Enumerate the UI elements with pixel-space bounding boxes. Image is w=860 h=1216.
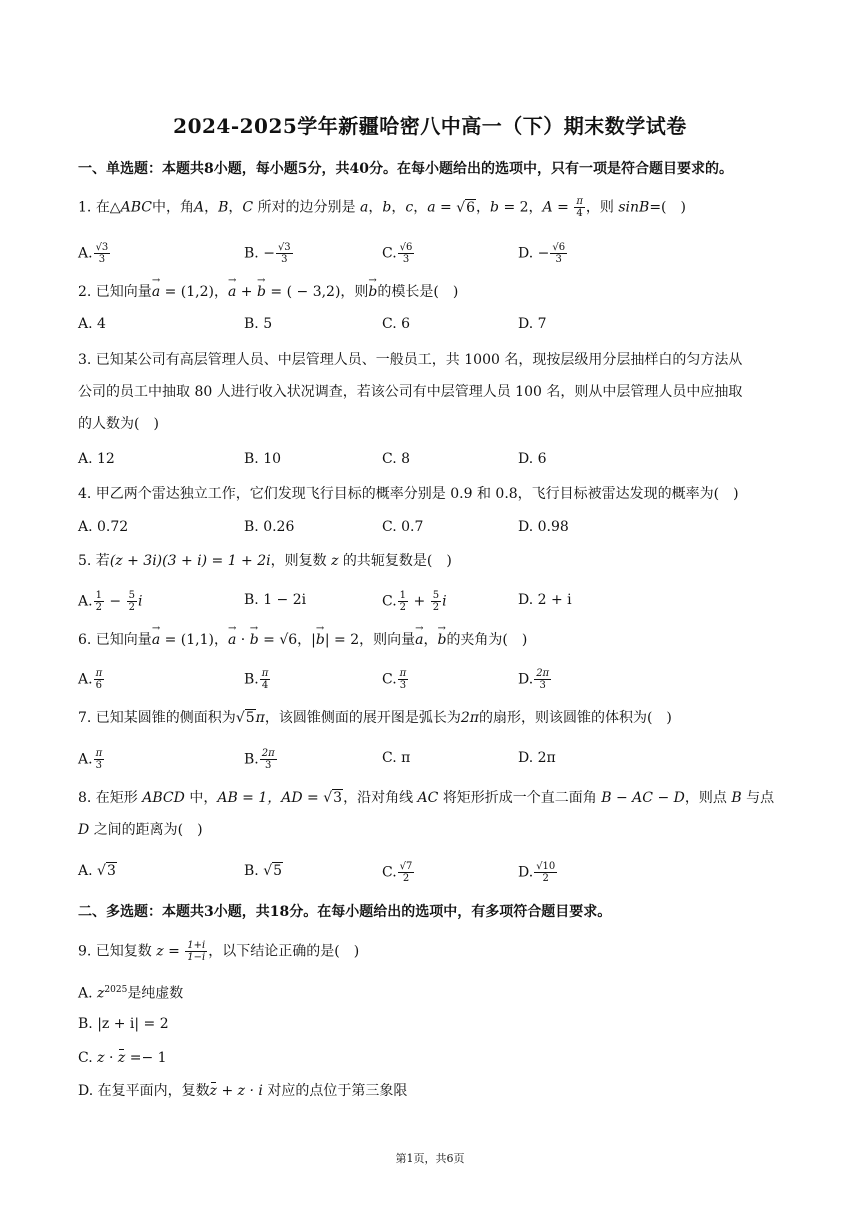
q4-option-b: B. 0.26 [244,519,295,535]
q7-option-d: D. 2π [518,750,556,766]
question-2: 2. 已知向量→ a = (1,2)，→ a + → b = ( − 3,2)，则→ b的模长是( ) [78,282,798,302]
q5-option-d: D. 2 + i [518,592,572,608]
question-8-line-1: 8. 在矩形 ABCD 中，AB = 1，AD = √3，沿对角线 AC 将矩形折成一个直二面角 B − AC − D，则点 B 与点 [78,790,775,806]
question-4: 4. 甲乙两个雷达独立工作，它们发现飞行目标的概率分别是 0.9 和 0.8，飞行目标被雷达发现的概率为( ) [78,486,739,502]
question-3-line-3: 的人数为( ) [78,416,159,432]
q9-option-a: A. $z^{2025}$是纯虚数 [78,985,184,1002]
q6-option-d: D. $\frac{2\pi}{3}$ [518,668,550,691]
q5-option-b: B. 1 − 2i [244,592,307,608]
q2-option-a: A. 4 [78,316,106,332]
page-title: 2024-2025学年新疆哈密八中高一（下）期末数学试卷 [173,114,687,138]
q8-option-d: D. $\frac{√10}{2}$ [518,861,556,884]
q1-option-d: D. − $\frac{√6}{3}$ [518,242,566,265]
q5-option-c: C. $\frac{1}{2}$ + $\frac{5}{2}$ i [382,590,447,613]
q2-option-d: D. 7 [518,316,547,332]
q9-option-b: B. |z + i| = 2 [78,1016,169,1032]
q1-option-c: C. $\frac{√6}{3}$ [382,242,413,265]
question-7: 7. 已知某圆锥的侧面积为√5π，该圆锥侧面的展开图是弧长为2π的扇形，则该圆锥的体积为( ) [78,710,672,726]
q1-option-a: A. $\frac{√3}{3}$ [78,242,109,265]
q2-option-b: B. 5 [244,316,273,332]
q4-option-a: A. 0.72 [78,519,129,535]
q4-option-c: C. 0.7 [382,519,424,535]
section-multiple-choice: 二、多选题：本题共3小题，共18分。在每小题给出的选项中，有多项符合题目要求。 [78,904,612,920]
q6-option-a: A. $\frac{\pi}{6}$ [78,668,103,691]
q7-option-c: C. π [382,750,411,766]
q8-option-a: A. √3 [78,863,116,879]
question-5: 5. 若(z + 3i)(3 + i) = 1 + 2i，则复数 z 的共轭复数是( ) [78,553,452,569]
question-9: 9. 已知复数 z = $\frac{1+i}{1-i}$ ，以下结论正确的是( ) [78,940,360,963]
question-8-line-2: D 之间的距离为( ) [78,822,203,838]
q3-option-d: D. 6 [518,451,547,467]
page-footer: 第1页，共6页 [395,1152,465,1165]
q7-option-b: B. $\frac{2\pi}{3}$ [244,748,275,771]
q4-option-d: D. 0.98 [518,519,569,535]
q6-option-c: C. $\frac{\pi}{3}$ [382,668,407,691]
q2-option-c: C. 6 [382,316,411,332]
question-1: 1. 在△ABC中，角A，B，C 所对的边分别是 a，b，c，a = √6，b = 2，A = $\frac{\pi}{4}$ ，则 sinB=( ) [78,196,686,219]
q6-option-b: B. $\frac{\pi}{4}$ [244,668,269,691]
q9-option-d: D. 在复平面内，复数z + z · i 对应的点位于第三象限 [78,1083,408,1099]
q5-option-a: A. $\frac{1}{2}$ − $\frac{5}{2}$ i [78,590,143,613]
q3-option-c: C. 8 [382,451,411,467]
question-3-line-1: 3. 已知某公司有高层管理人员、中层管理人员、一般员工，共 1000 名，现按层级用分层抽样白的匀方法从 [78,352,743,368]
q9-option-c: C. z · z =− 1 [78,1050,167,1066]
question-3-line-2: 公司的员工中抽取 80 人进行收入状况调查，若该公司有中层管理人员 100 名，则从中层管理人员中应抽取 [78,384,743,400]
section-single-choice: 一、单选题：本题共8小题，每小题5分，共40分。在每小题给出的选项中，只有一项是符合题目要求的。 [78,161,733,177]
q8-option-b: B. √5 [244,863,283,879]
question-6: 6. 已知向量→ a = (1,1)，→ a · → b = √6，|→ b| = 2，则向量→ a，→ b的夹角为( ) [78,630,798,650]
q3-option-b: B. 10 [244,451,282,467]
q8-option-c: C. $\frac{√7}{2}$ [382,861,413,884]
q1-option-b: B. − $\frac{√3}{3}$ [244,242,291,265]
q7-option-a: A. $\frac{\pi}{3}$ [78,748,103,771]
q3-option-a: A. 12 [78,451,115,467]
